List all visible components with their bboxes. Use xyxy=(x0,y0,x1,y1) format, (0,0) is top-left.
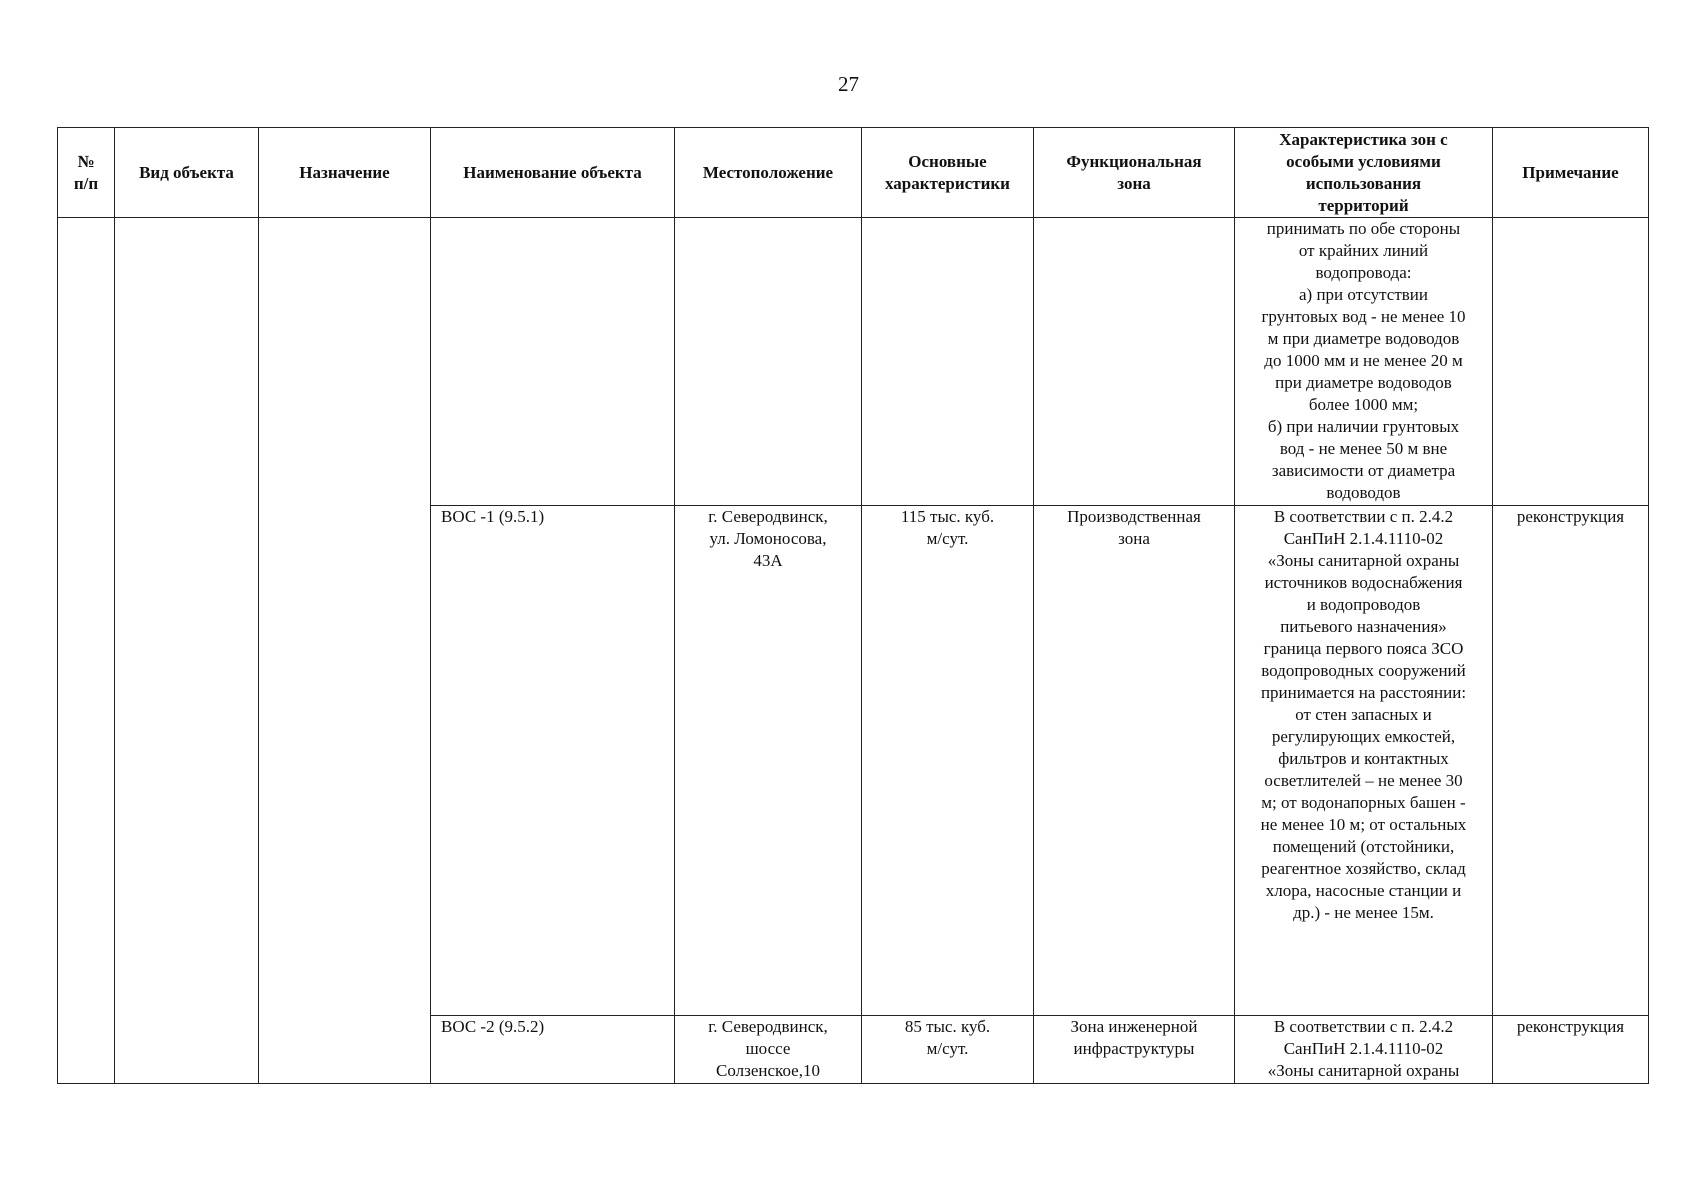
cell-special-zones: В соответствии с п. 2.4.2 СанПиН 2.1.4.1110-02 «Зоны санитарной охраны источников водоснабжения и водопроводов питьевого назначения» граница первого пояса ЗСО водопроводных сооружений принимается на расстоянии: от стен запасных и регулирующих емкостей, фильтров и контактных осветлителей – не менее 30 м; от водонапорных башен - не менее 10 м; от остальных помещений (отстойники, реагентное хозяйство, склад хлора, насосные станции и др.) - не менее 15м. xyxy=(1235,506,1493,1016)
cell-object-name: ВОС -2 (9.5.2) xyxy=(431,1016,675,1084)
cell-location: г. Северодвинск, ул. Ломоносова, 43А xyxy=(675,506,862,1016)
cell-note xyxy=(1493,218,1649,506)
header-purpose: Назначение xyxy=(259,128,431,218)
cell-characteristics: 115 тыс. куб. м/сут. xyxy=(862,506,1034,1016)
header-number: № п/п xyxy=(58,128,115,218)
header-characteristics: Основные характеристики xyxy=(862,128,1034,218)
header-special-zones: Характеристика зон с особыми условиями использования территорий xyxy=(1235,128,1493,218)
cell-functional-zone: Зона инженерной инфраструктуры xyxy=(1034,1016,1235,1084)
page-number: 27 xyxy=(838,72,859,96)
cell-note: реконструкция xyxy=(1493,1016,1649,1084)
cell-location: г. Северодвинск, шоссе Солзенское,10 xyxy=(675,1016,862,1084)
table-row xyxy=(58,218,1649,506)
infrastructure-table xyxy=(57,127,1649,1084)
cell-object-name: ВОС -1 (9.5.1) xyxy=(431,506,675,1016)
cell-functional-zone xyxy=(1034,218,1235,506)
header-location: Местоположение xyxy=(675,128,862,218)
cell-number xyxy=(58,218,115,1084)
cell-characteristics xyxy=(862,218,1034,506)
cell-location xyxy=(675,218,862,506)
cell-object-name xyxy=(431,218,675,506)
header-functional-zone: Функциональная зона xyxy=(1034,128,1235,218)
cell-special-zones: В соответствии с п. 2.4.2 СанПиН 2.1.4.1110-02 «Зоны санитарной охраны xyxy=(1235,1016,1493,1084)
header-object-type: Вид объекта xyxy=(115,128,259,218)
cell-purpose xyxy=(259,218,431,1084)
header-note: Примечание xyxy=(1493,128,1649,218)
cell-special-zones: принимать по обе стороны от крайних линий водопровода: а) при отсутствии грунтовых вод - не менее 10 м при диаметре водоводов до 1000 мм и не менее 20 м при диаметре водоводов более 1000 мм; б) при наличии грунтовых вод - не менее 50 м вне зависимости от диаметра водоводов xyxy=(1235,218,1493,506)
header-object-name: Наименование объекта xyxy=(431,128,675,218)
cell-note: реконструкция xyxy=(1493,506,1649,1016)
table-header xyxy=(58,128,1649,218)
cell-object-type xyxy=(115,218,259,1084)
cell-characteristics: 85 тыс. куб. м/сут. xyxy=(862,1016,1034,1084)
cell-functional-zone: Производственная зона xyxy=(1034,506,1235,1016)
